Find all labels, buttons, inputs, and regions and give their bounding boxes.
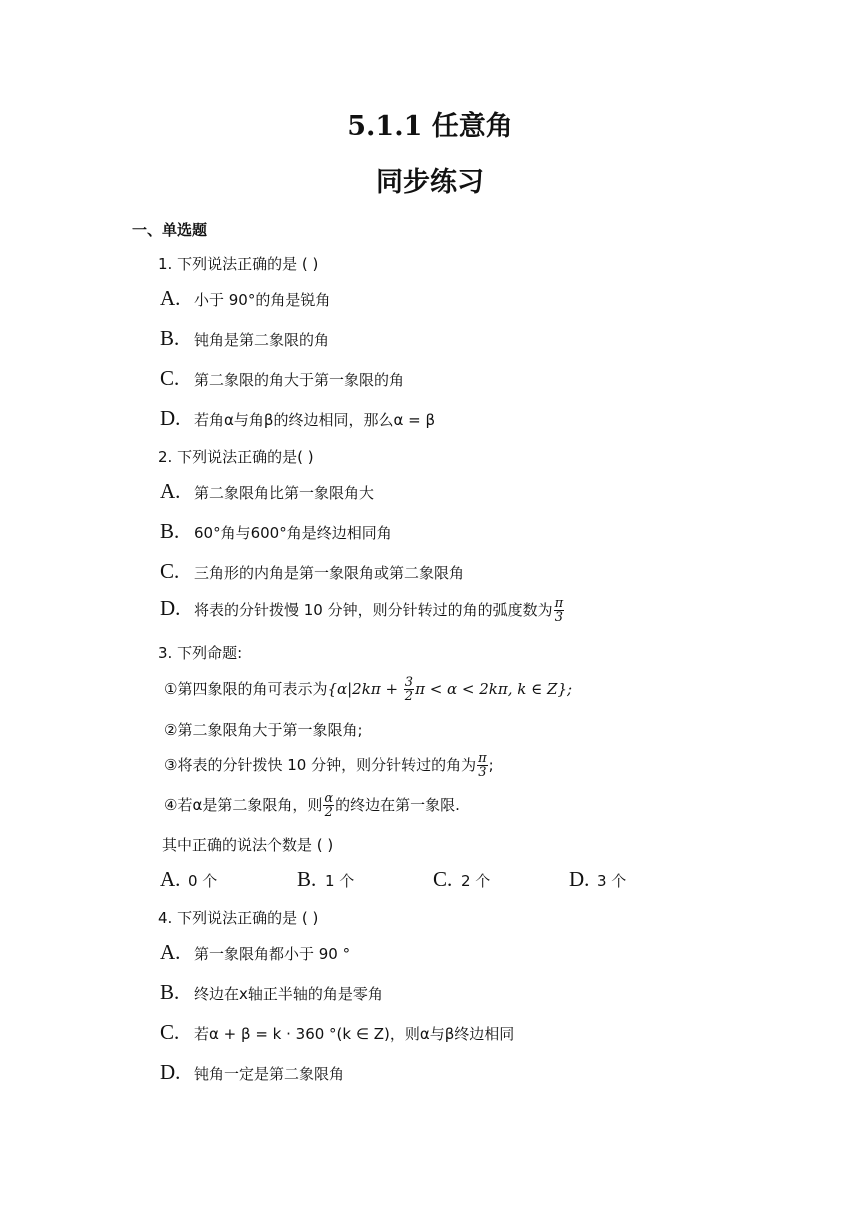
question-2-option-d: [160, 596, 565, 624]
fraction-numerator: 3: [404, 675, 414, 690]
option-text: 3 个: [597, 872, 627, 890]
set-notation: {α|2kπ +: [327, 680, 403, 698]
fraction-numerator: α: [324, 791, 334, 806]
proposition-text: ③将表的分针拨快 10 分钟，则分针转过的角为: [164, 756, 477, 774]
option-text: 将表的分针拨慢 10 分钟，则分针转过的角的弧度数为: [194, 601, 553, 619]
question-1-option-b: [160, 326, 329, 351]
document-subtitle: 同步练习: [376, 167, 484, 198]
option-text: 0 个: [188, 872, 218, 890]
question-3-option-b: [297, 867, 354, 892]
question-2-option-b: [160, 519, 392, 544]
option-letter: D.: [160, 1060, 181, 1084]
question-4-stem: 4. 下列说法正确的是 ( ): [158, 909, 319, 927]
option-letter: D.: [160, 596, 181, 620]
question-3-option-a: [160, 867, 217, 892]
question-4-option-d: [160, 1060, 344, 1085]
question-3-prompt: 其中正确的说法个数是 ( ): [162, 836, 334, 854]
option-letter: D.: [160, 406, 181, 430]
option-text: 第二象限角比第一象限角大: [194, 484, 375, 502]
fraction: [554, 597, 565, 624]
question-4-option-b: [160, 980, 383, 1005]
fraction-numerator: π: [478, 751, 487, 766]
fraction-denominator: 2: [324, 805, 333, 820]
fraction: [477, 752, 488, 779]
question-2-option-c: [160, 559, 464, 584]
option-letter: A.: [160, 479, 181, 503]
fraction-denominator: 3: [478, 765, 487, 780]
proposition-text: ;: [488, 756, 494, 774]
set-notation: π < α < 2kπ, k ∈ Z};: [415, 680, 573, 698]
option-letter: A.: [160, 940, 181, 964]
option-letter: B.: [297, 867, 317, 891]
question-3-option-d: [569, 867, 626, 892]
question-1-option-c: [160, 366, 404, 391]
option-letter: B.: [160, 980, 180, 1004]
question-1-option-d: [160, 406, 435, 431]
option-text: 钝角一定是第二象限角: [194, 1065, 345, 1083]
question-1-stem: 1. 下列说法正确的是 ( ): [158, 255, 319, 273]
option-text: 钝角是第二象限的角: [194, 331, 330, 349]
option-text: 2 个: [461, 872, 491, 890]
question-4-option-c: [160, 1020, 514, 1045]
option-text: 1 个: [325, 872, 355, 890]
fraction: [404, 676, 414, 703]
proposition-text: 的终边在第一象限.: [335, 796, 460, 814]
option-text: 第二象限的角大于第一象限的角: [194, 371, 405, 389]
question-1-option-a: [160, 286, 330, 311]
option-letter: C.: [433, 867, 453, 891]
option-letter: C.: [160, 559, 180, 583]
fraction: [323, 792, 334, 819]
document-title: 5.1.1 任意角: [347, 111, 513, 142]
proposition-3: [164, 752, 494, 779]
fraction-denominator: 3: [554, 610, 564, 625]
option-text: 若角α与角β的终边相同，那么α = β: [194, 411, 436, 429]
question-2-option-a: [160, 479, 374, 504]
question-3-option-c: [433, 867, 490, 892]
option-text: 60°角与600°角是终边相同角: [194, 524, 392, 542]
option-letter: A.: [160, 286, 181, 310]
option-letter: A.: [160, 867, 181, 891]
proposition-2: ②第二象限角大于第一象限角;: [164, 721, 363, 739]
option-letter: C.: [160, 1020, 180, 1044]
proposition-text: ④若α是第二象限角，则: [164, 796, 323, 814]
option-text: 终边在x轴正半轴的角是零角: [194, 985, 383, 1003]
option-letter: B.: [160, 326, 180, 350]
option-letter: C.: [160, 366, 180, 390]
proposition-4: [164, 792, 460, 819]
section-heading: 一、单选题: [132, 221, 208, 239]
proposition-text: ①第四象限的角可表示为: [164, 680, 328, 698]
proposition-1: [164, 676, 572, 703]
question-2-stem: 2. 下列说法正确的是( ): [158, 448, 314, 466]
question-4-option-a: [160, 940, 350, 965]
option-text: 三角形的内角是第一象限角或第二象限角: [194, 564, 465, 582]
option-text: 若α + β = k · 360 °(k ∈ Z)，则α与β终边相同: [194, 1025, 515, 1043]
fraction-numerator: π: [554, 596, 564, 611]
fraction-denominator: 2: [404, 689, 414, 704]
option-letter: B.: [160, 519, 180, 543]
question-3-stem: 3. 下列命题:: [158, 644, 243, 662]
option-text: 小于 90°的角是锐角: [194, 291, 331, 309]
option-text: 第一象限角都小于 90 °: [194, 945, 351, 963]
option-letter: D.: [569, 867, 590, 891]
